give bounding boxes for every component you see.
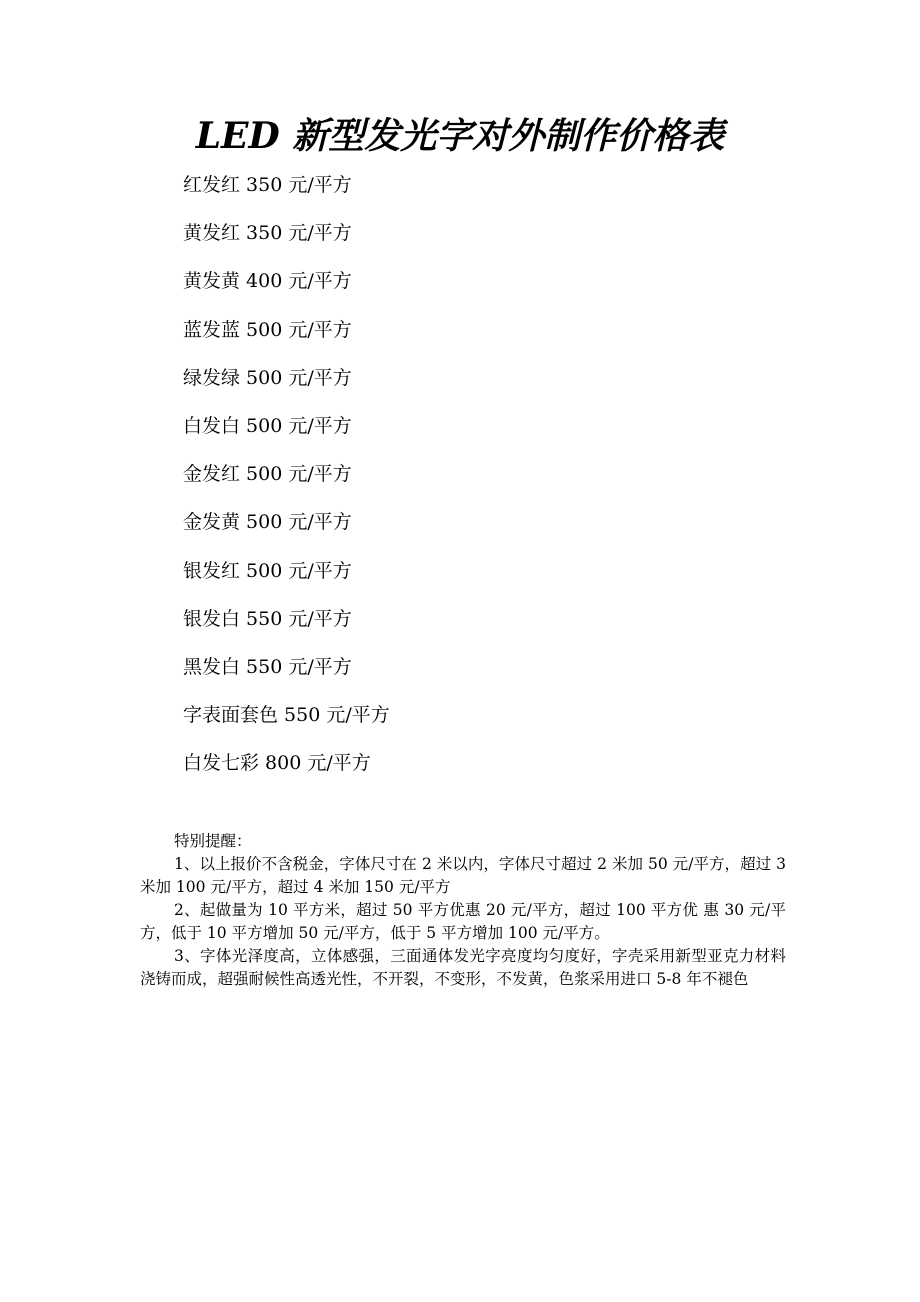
notes-heading: 特别提醒： — [174, 832, 252, 850]
price-item: 黑发白 550 元/平方 — [183, 655, 352, 678]
price-item: 金发黄 500 元/平方 — [183, 511, 352, 534]
special-notes — [140, 830, 786, 991]
price-item: 银发红 500 元/平方 — [183, 559, 352, 582]
price-item: 红发红 350 元/平方 — [183, 174, 352, 196]
price-item: 白发白 500 元/平方 — [183, 414, 352, 437]
price-item: 绿发绿 500 元/平方 — [183, 366, 352, 389]
note-item: 1、以上报价不含税金，字体尺寸在 2 米以内，字体尺寸超过 2 米加 50 元/平方，超过 3 米加 100 元/平方，超过 4 米加 150 元/平方 — [140, 855, 786, 896]
note-item: 2、起做量为 10 平方米，超过 50 平方优惠 20 元/平方，超过 100 平方优 惠 30 元/平方，低于 10 平方增加 50 元/平方，低于 5 平方增加 100 元/平方。 — [140, 901, 786, 942]
price-item: 黄发黄 400 元/平方 — [183, 270, 352, 293]
price-list — [183, 166, 390, 792]
price-item: 字表面套色 550 元/平方 — [183, 704, 390, 727]
price-item: 金发红 500 元/平方 — [183, 463, 352, 486]
price-item: 黄发红 350 元/平方 — [183, 222, 352, 245]
price-item: 白发七彩 800 元/平方 — [183, 752, 371, 775]
price-item: 蓝发蓝 500 元/平方 — [183, 318, 352, 341]
document-title: LED 新型发光字对外制作价格表 — [195, 115, 725, 157]
note-item: 3、字体光泽度高，立体感强，三面通体发光字亮度均匀度好，字壳采用新型亚克力材料浇铸而成，超强耐候性高透光性，不开裂，不变形，不发黄，色浆采用进口 5-8 年不褪色 — [140, 947, 786, 988]
price-item: 银发白 550 元/平方 — [183, 607, 352, 630]
